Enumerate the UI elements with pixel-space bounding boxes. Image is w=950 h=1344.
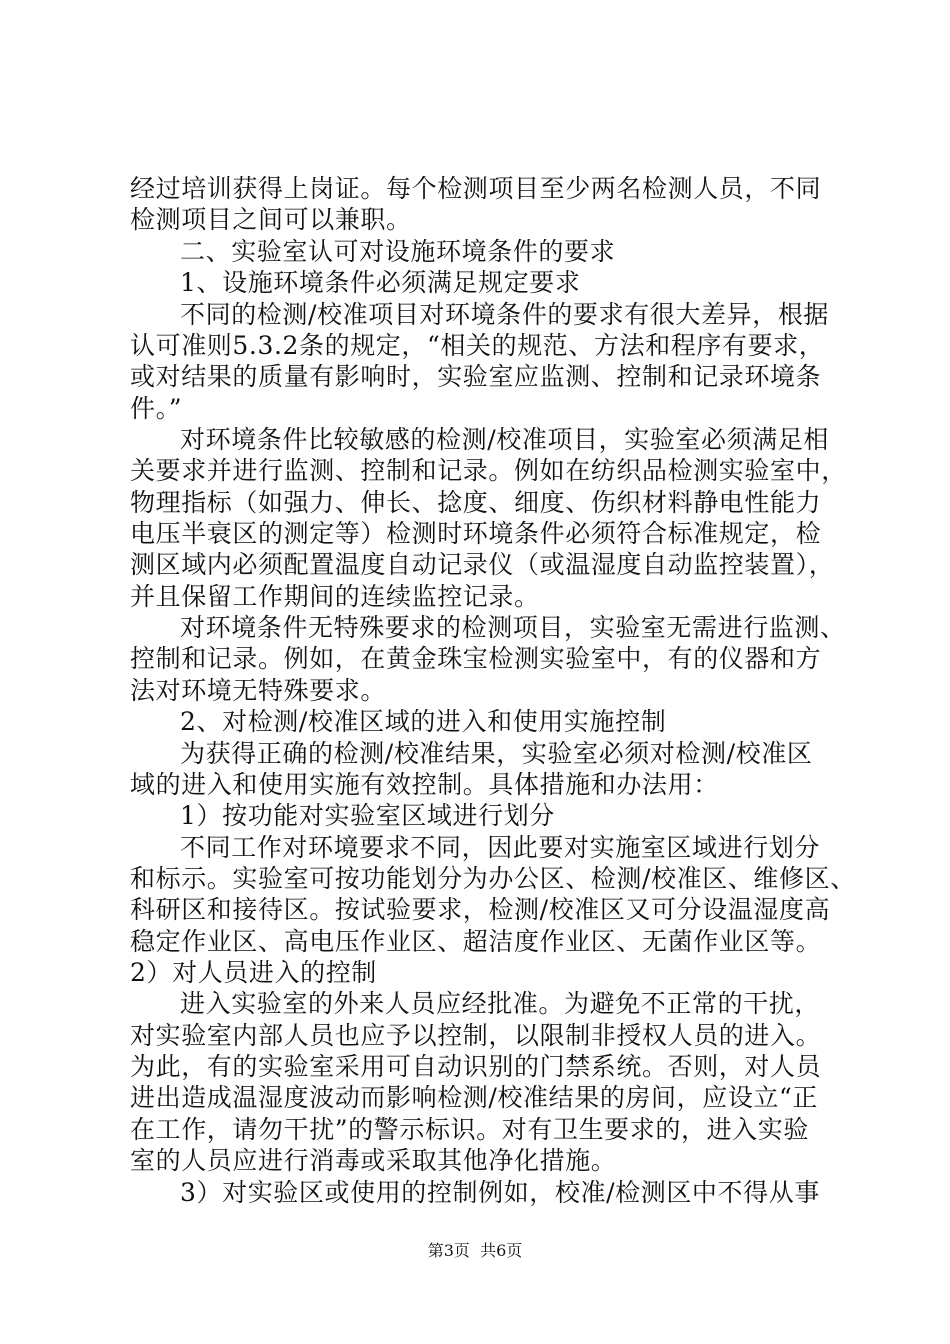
text-line-1: 经过培训获得上岗证。每个检测项目至少两名检测人员，不同 [130, 174, 822, 203]
text-line-6: 认可准则5.3.2条的规定，“相关的规范、方法和程序有要求， [130, 331, 825, 360]
text-line-25: 稳定作业区、高电压作业区、超洁度作业区、无菌作业区等。 [130, 927, 822, 956]
text-line-17: 法对环境无特殊要求。 [130, 676, 387, 705]
text-line-16: 控制和记录。例如，在黄金珠宝检测实验室中，有的仪器和方 [130, 644, 822, 673]
text-line-32: 室的人员应进行消毒或采取其他净化措施。 [130, 1146, 617, 1175]
text-line-23: 和标示。实验室可按功能划分为办公区、检测/校准区、维修区、 [130, 864, 856, 893]
text-line-28: 对实验室内部人员也应予以控制，以限制非授权人员的进入。 [130, 1021, 822, 1050]
text-line-29: 为此，有的实验室采用可自动识别的门禁系统。否则，对人员 [130, 1052, 822, 1081]
text-line-12: 电压半衰区的测定等）检测时环境条件必须符合标准规定，检 [130, 519, 822, 548]
text-line-5: 不同的检测/校准项目对环境条件的要求有很大差异，根据 [180, 300, 830, 329]
text-line-14: 并且保留工作期间的连续监控记录。 [130, 582, 540, 611]
text-line-9: 对环境条件比较敏感的检测/校准项目，实验室必须满足相 [180, 425, 830, 454]
text-line-27: 进入实验室的外来人员应经批准。为避免不正常的干扰， [180, 989, 821, 1018]
text-line-30: 进出造成温湿度波动而影响检测/校准结果的房间，应设立“正 [130, 1083, 819, 1112]
text-line-11: 物理指标（如强力、伸长、捻度、细度、伤织材料静电性能力 [130, 488, 822, 517]
list-heading-2: 2）对人员进入的控制 [130, 958, 377, 987]
text-line-15: 对环境条件无特殊要求的检测项目，实验室无需进行监测、 [180, 613, 846, 642]
subsection-heading-1: 1、设施环境条件必须满足规定要求 [180, 268, 581, 297]
list-heading-3: 3）对实验区或使用的控制例如，校准/检测区中不得从事 [180, 1178, 820, 1207]
text-line-31: 在工作，请勿干扰”的警示标识。对有卫生要求的，进入实验 [130, 1115, 809, 1144]
text-line-22: 不同工作对环境要求不同，因此要对实施室区域进行划分 [180, 833, 821, 862]
list-heading-1: 1）按功能对实验室区域进行划分 [180, 801, 555, 830]
page-number-footer: 第3页 共6页 [427, 1241, 523, 1260]
text-line-20: 域的进入和使用实施有效控制。具体措施和办法用： [130, 770, 719, 799]
section-heading: 二、实验室认可对设施环境条件的要求 [180, 237, 616, 266]
text-line-24: 科研区和接待区。按试验要求，检测/校准区又可分设温湿度高 [130, 895, 831, 924]
text-line-13: 测区域内必须配置温度自动记录仪（或温湿度自动监控装置）， [130, 550, 835, 579]
text-line-2: 检测项目之间可以兼职。 [130, 205, 412, 234]
text-line-10: 关要求并进行监测、控制和记录。例如在纺织品检测实验室中， [130, 456, 847, 485]
text-line-19: 为获得正确的检测/校准结果，实验室必须对检测/校准区 [180, 739, 813, 768]
text-line-7: 或对结果的质量有影响时，实验室应监测、控制和记录环境条 [130, 362, 822, 391]
subsection-heading-2: 2、对检测/校准区域的进入和使用实施控制 [180, 707, 667, 736]
text-line-8: 件。” [130, 394, 183, 423]
